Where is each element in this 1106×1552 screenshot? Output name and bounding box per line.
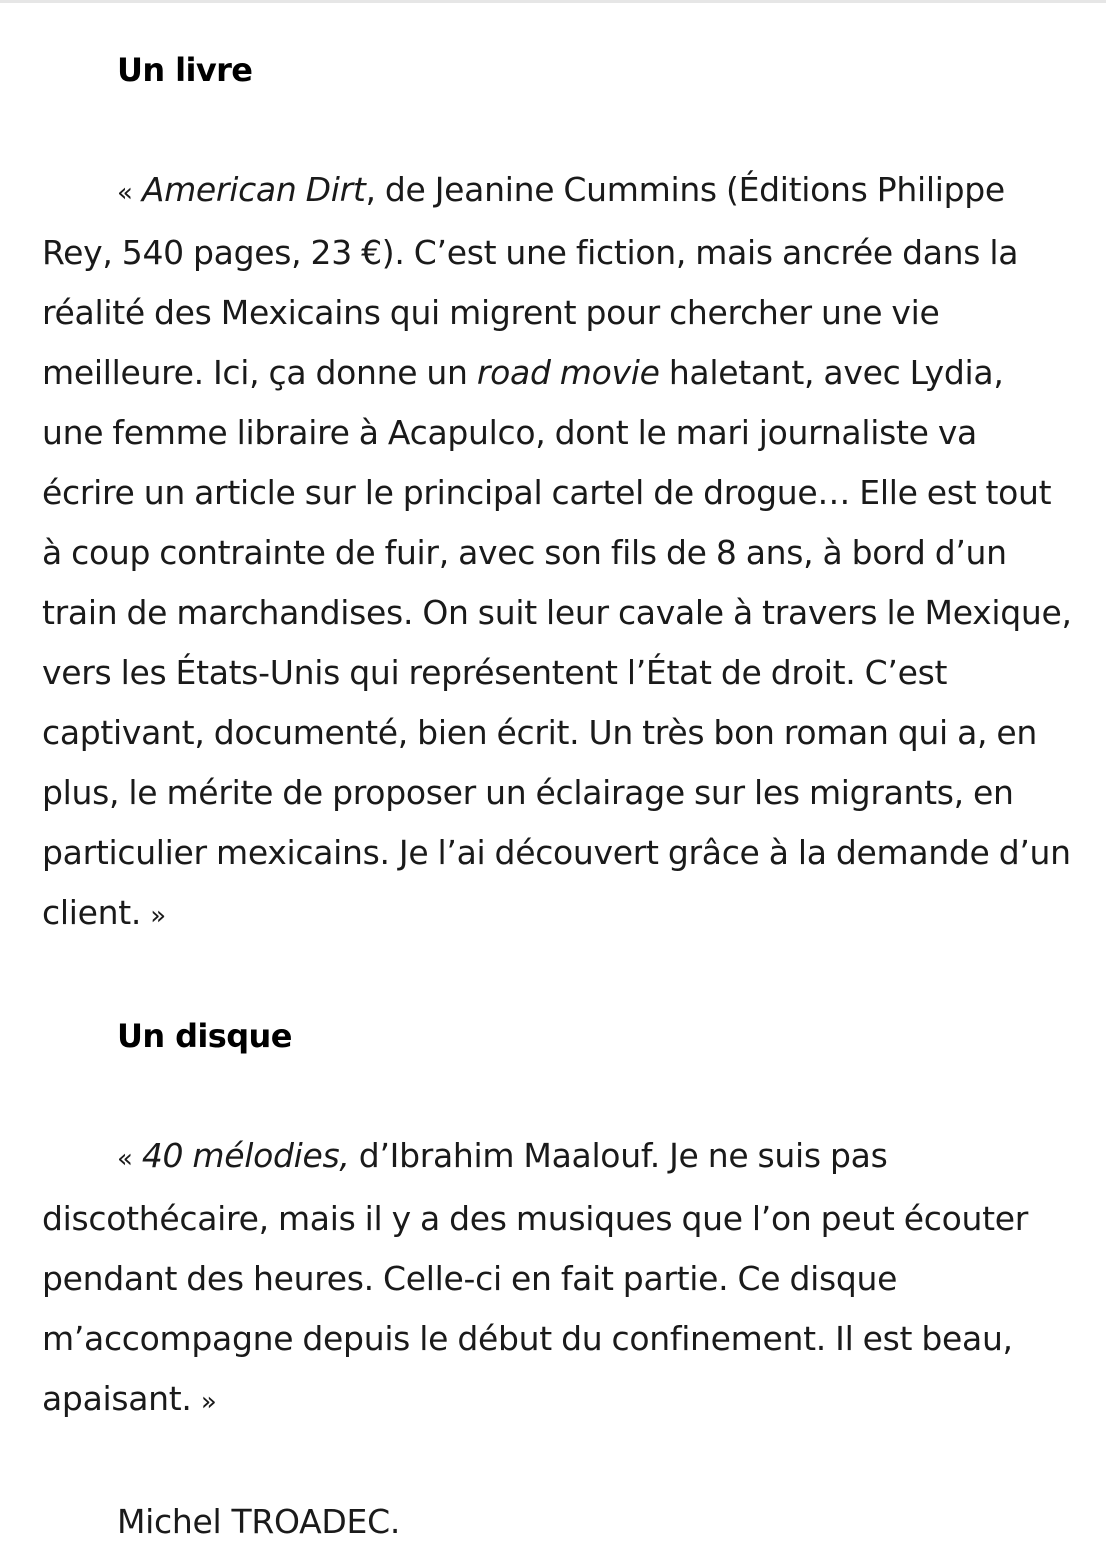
album-title: 40 mélodies, [141,1136,350,1175]
open-quote: « [117,178,133,208]
paragraph-livre-text-end: haletant, avec Lydia, une femme libraire à Acapulco, dont le mari journaliste va écrire un article sur le principal cartel de drogue… Elle est tout à coup contrainte de fuir, avec son fils de 8 ans, à bord d’un train de marchandises. On suit leur cavale à travers le Mexique, vers les États-Unis qui représentent l’État de droit. C’est captivant, documenté, bien écrit. Un très bon roman qui a, en plus, le mérite de proposer un éclairage sur les migrants, en particulier mexicains. Je l’ai découvert grâce à la demande d’un client. [42,353,1072,932]
author-signature: Michel TROADEC. [117,1502,401,1541]
paragraph-disque-text: d’Ibrahim Maalouf. Je ne suis pas discothécaire, mais il y a des musiques que l’on peut écouter pendant des heures. Celle-ci en fait partie. Ce disque m’accompagne depuis le début du confinement. Il est beau, apaisant. [42,1136,1028,1418]
top-divider [0,0,1106,3]
paragraph-disque [42,1126,1072,1432]
article-body [42,40,1072,1552]
close-quote: » [200,1387,217,1417]
italic-phrase: road movie [476,353,660,392]
section-heading-livre: Un livre [117,51,253,89]
close-quote: » [150,901,166,931]
section-heading-disque: Un disque [117,1017,292,1055]
open-quote: « [117,1144,133,1174]
paragraph-livre [42,160,1072,946]
paragraph-livre-text: , de Jeanine Cummins (Éditions Philippe Rey, 540 pages, 23 €). C’est une fiction, mais ancrée dans la réalité des Mexicains qui migrent pour chercher une vie meilleure. Ici, ça donne un [42,170,1019,392]
book-title: American Dirt [141,170,366,209]
